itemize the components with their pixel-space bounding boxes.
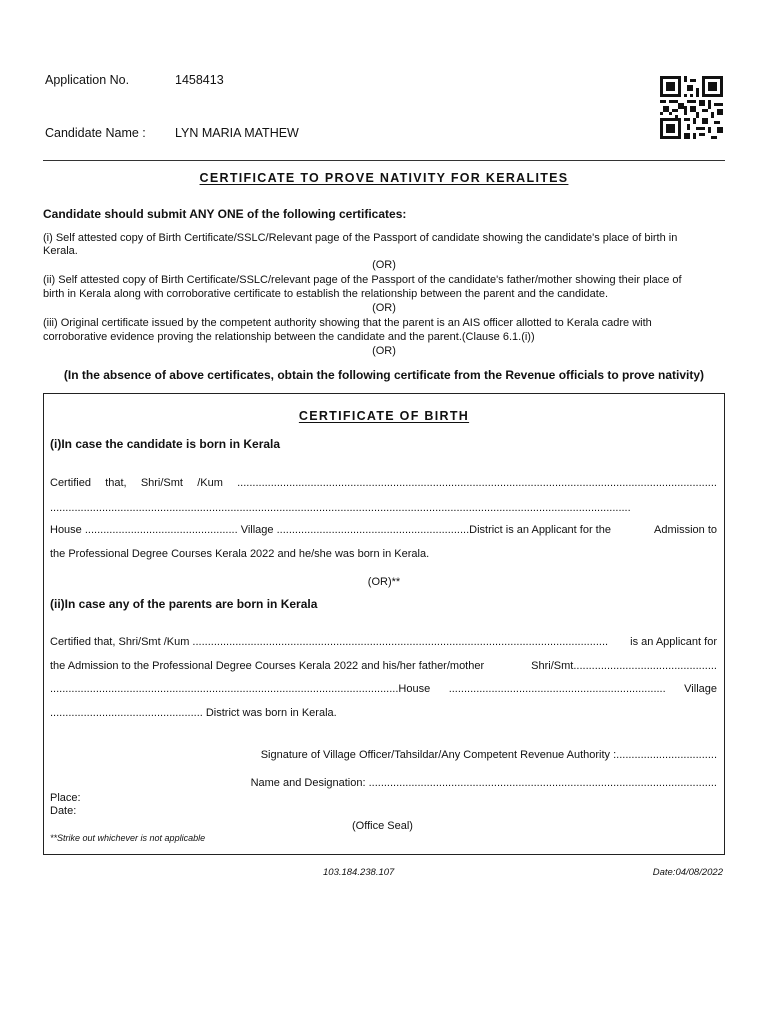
certificate-title: CERTIFICATE OF BIRTH	[298, 409, 470, 423]
header-divider	[43, 160, 725, 161]
candidate-name: LYN MARIA MATHEW	[175, 126, 299, 140]
house-village-district-text: House .................................................. Village ...............................................................District is an Applicant for the	[50, 524, 611, 536]
item-3-line-2: corroborative evidence proving the relationship between the candidate and the parent.(Clause 6.1.(i))	[43, 331, 535, 343]
village-word: Village	[684, 683, 717, 695]
item-3-line-1: (iii) Original certificate issued by the competent authority showing that the parent is an AIS officer allotted to Kerala cadre with	[43, 317, 652, 329]
case-1-line-2: ..............................................................................................................................................................................................	[50, 502, 631, 514]
admission-to-text: Admission to	[654, 524, 717, 536]
qr-code-icon	[660, 76, 723, 139]
house-fill: ..................................................................................................................House	[50, 683, 431, 695]
application-number: 1458413	[175, 73, 224, 87]
name-fill-line: .............................................................................................................................................................	[237, 477, 717, 489]
case-1-line-1	[50, 477, 717, 489]
case-1-line-4: the Professional Degree Courses Kerala 2022 and he/she was born in Kerala.	[50, 548, 430, 560]
place-label: Place:	[50, 792, 81, 804]
or-separator-3: (OR)	[372, 345, 396, 357]
footnote: **Strike out whichever is not applicable	[50, 833, 206, 843]
footer-ip: 103.184.238.107	[323, 867, 395, 878]
item-2-line-2: birth in Kerala along with corroborative certificate to establish the relationship between the parent and the candidate.	[43, 288, 609, 300]
item-2-line-1: (ii) Self attested copy of Birth Certificate/SSLC/relevant page of the Passport of the candidate's father/mother showing their place of	[43, 274, 682, 286]
item-1-line-2: Kerala.	[43, 245, 78, 257]
village-fill: .......................................................................	[448, 683, 666, 695]
shri-smt-word: Shri/Smt	[140, 477, 183, 489]
page-title: CERTIFICATE TO PROVE NATIVITY FOR KERALITES	[199, 171, 569, 185]
that-word: that,	[105, 477, 127, 489]
case-1-line-3	[50, 524, 717, 536]
case-2-line-3	[50, 683, 717, 695]
absence-note: (In the absence of above certificates, obtain the following certificate from the Revenue officials to prove nativity)	[63, 368, 705, 382]
or-separator-mid: (OR)**	[367, 576, 401, 588]
case-2-line-4: .................................................. District was born in Kerala.	[50, 707, 337, 719]
footer-date: Date:04/08/2022	[652, 867, 723, 878]
name-designation-line: Name and Designation: ..................................................................................................................	[250, 777, 717, 789]
case-2-line-2	[50, 660, 717, 672]
item-1-line-1: (i) Self attested copy of Birth Certificate/SSLC/Relevant page of the Passport of candidate showing the candidate's place of birth in	[43, 232, 678, 244]
parent-name-fill: Shri/Smt...............................................	[531, 660, 717, 672]
signature-line: Signature of Village Officer/Tahsildar/Any Competent Revenue Authority :.................................	[260, 749, 717, 761]
case-2-line-1	[50, 636, 717, 648]
certified-word: Certified	[50, 477, 91, 489]
kum-word: /Kum	[197, 477, 223, 489]
office-seal: (Office Seal)	[352, 820, 413, 832]
application-label: Application No.	[45, 73, 130, 87]
case-1-heading: (i)In case the candidate is born in Kerala	[50, 437, 281, 451]
instructions-heading: Candidate should submit ANY ONE of the following certificates:	[43, 207, 407, 221]
or-separator-2: (OR)	[372, 302, 396, 314]
admission-parent-text: the Admission to the Professional Degree Courses Kerala 2022 and his/her father/mother	[50, 660, 485, 672]
date-label: Date:	[50, 805, 77, 817]
case-2-heading: (ii)In case any of the parents are born in Kerala	[50, 597, 318, 611]
applicant-for-text: is an Applicant for	[630, 636, 717, 648]
or-separator-1: (OR)	[372, 259, 396, 271]
certified-shri-fill: Certified that, Shri/Smt /Kum ........................................................................................................................................	[50, 636, 609, 648]
candidate-name-label: Candidate Name :	[45, 126, 146, 140]
